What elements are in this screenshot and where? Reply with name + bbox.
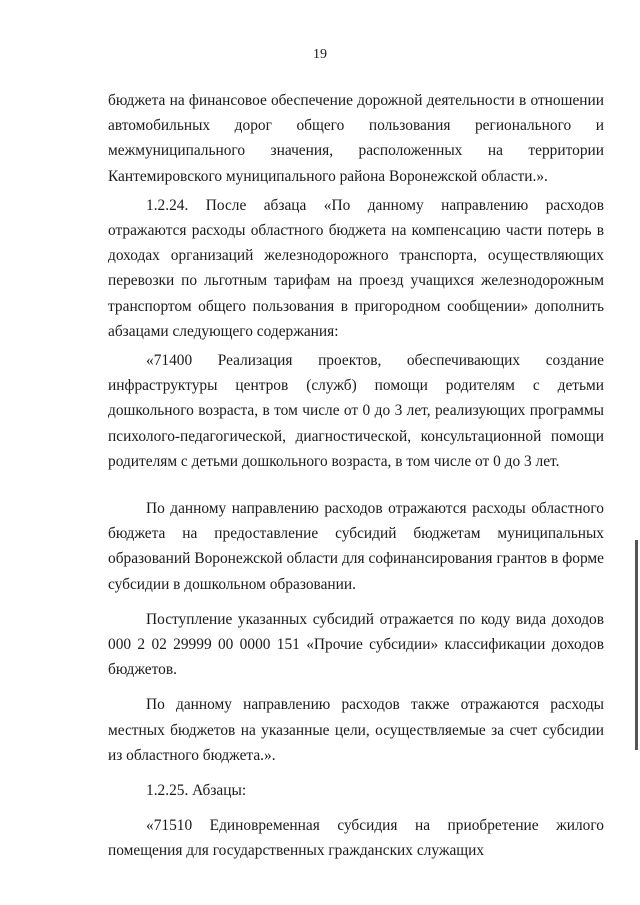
paragraph-4: По данному направлению расходов отражаются расходы областного бюджета на предоставление субсидий бюджетам муниципальных образований Воронежской области для софинансирования грантов в форме субсидии в дошкольном образовании. (108, 500, 604, 593)
paragraph-7: 1.2.25. Абзацы: (146, 782, 247, 800)
document-body (108, 88, 604, 864)
paragraph-8: «71510 Единовременная субсидия на приобретение жилого помещения для государственных гражданских служащих (108, 817, 604, 860)
paragraph-5: Поступление указанных субсидий отражается по коду вида доходов 000 2 02 29999 00 0000 151 «Прочие субсидии» классификации доходов бюджетов. (108, 610, 604, 679)
paragraph-2: 1.2.24. После абзаца «По данному направлению расходов отражаются расходы областного бюджета на компенсацию части потерь в доходах организаций железнодорожного транспорта, осуществляющих перевозки по льготным тарифам на проезд учащихся железнодорожным транспортом общего пользования в пригородном сообщении» дополнить абзацами следующего содержания: (108, 196, 604, 340)
page-number: 19 (313, 47, 327, 62)
paragraph-1: бюджета на финансовое обеспечение дорожной деятельности в отношении автомобильных дорог общего пользования регионального и межмуниципального значения, расположенных на территории Кантемировского муниципального района Воронежской области.». (108, 92, 604, 185)
paragraph-3: «71400 Реализация проектов, обеспечивающих создание инфраструктуры центров (служб) помощи родителям с детьми дошкольного возраста, в том числе от 0 до 3 лет, реализующих программы психолого-педагогической, диагностической, консультационной помощи родителям с детьми дошкольного возраста, в том числе от 0 до 3 лет. (108, 352, 604, 470)
scan-edge-mark (635, 540, 638, 750)
paragraph-6: По данному направлению расходов также отражаются расходы местных бюджетов на указанные цели, осуществляемые за счет субсидии из областного бюджета.». (108, 696, 604, 764)
